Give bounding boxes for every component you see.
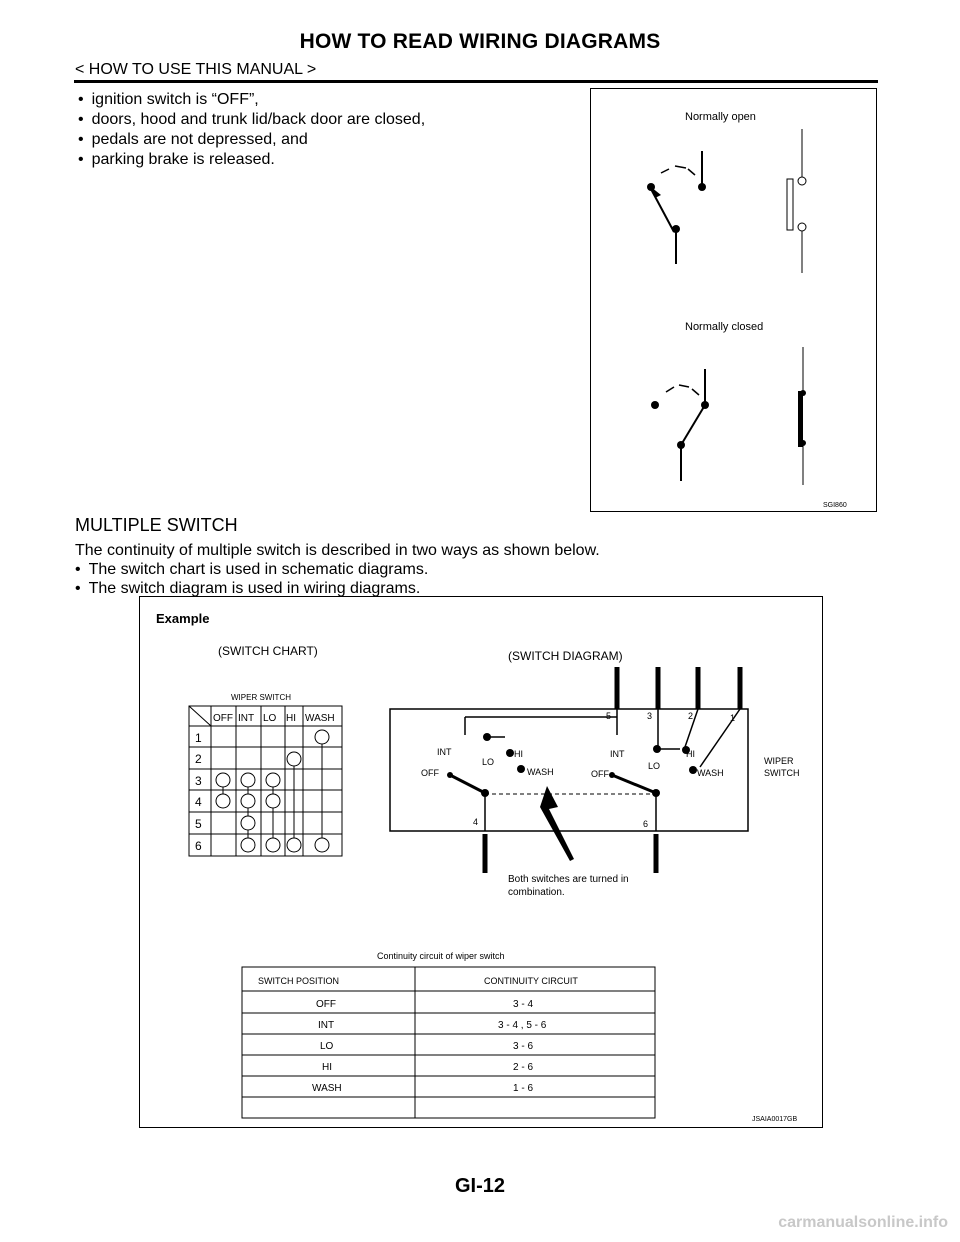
breadcrumb[interactable]: < HOW TO USE THIS MANUAL >	[75, 61, 317, 78]
terminal-6: 6	[643, 819, 649, 829]
list-item: • doors, hood and trunk lid/back door are closed,	[78, 110, 425, 130]
list-item: • The switch diagram is used in wiring diagrams.	[75, 579, 600, 598]
watermark: carmanualsonline.info	[778, 1214, 948, 1231]
table-row-circuit: 3 - 4	[513, 999, 534, 1010]
chart-col-int: INT	[238, 713, 255, 724]
chart-row-1: 1	[195, 731, 202, 745]
terminal-1: 1	[730, 713, 736, 723]
right-off-label: OFF	[591, 769, 609, 779]
figure-code: SGI860	[823, 502, 847, 509]
page-title: HOW TO READ WIRING DIAGRAMS	[299, 30, 661, 53]
chart-row-6: 6	[195, 839, 202, 853]
section-text-block	[75, 541, 600, 598]
left-int-label: INT	[437, 747, 452, 757]
right-hi-label: HI	[686, 749, 695, 759]
multiple-switch-svg	[140, 597, 822, 1127]
table-row-circuit: 3 - 6	[513, 1041, 534, 1052]
left-hi-label: HI	[514, 749, 523, 759]
right-int-label: INT	[610, 749, 625, 759]
chart-col-lo: LO	[263, 713, 277, 724]
intro-bullet-list	[78, 90, 425, 170]
combination-note-line1: Both switches are turned in	[508, 874, 629, 885]
switch-chart-grid	[189, 706, 342, 856]
right-lo-label: LO	[648, 761, 661, 771]
table-row-position: WASH	[312, 1083, 342, 1094]
continuity-table	[242, 967, 655, 1118]
switch-state-figure	[590, 88, 877, 512]
terminal-3: 3	[647, 711, 653, 721]
table-row-circuit: 3 - 4 , 5 - 6	[498, 1020, 547, 1031]
table-header-circuit: CONTINUITY CIRCUIT	[484, 976, 578, 986]
chart-col-wash: WASH	[305, 713, 335, 724]
figure-code: JSAIA0017GB	[752, 1116, 798, 1123]
table-header-position: SWITCH POSITION	[258, 976, 339, 986]
section-text: The continuity of multiple switch is described in two ways as shown below.	[75, 542, 600, 559]
normally-closed-label: Normally closed	[685, 321, 764, 333]
table-row-circuit: 1 - 6	[513, 1083, 534, 1094]
switch-chart-title: (SWITCH CHART)	[218, 644, 318, 658]
switch-diagram-title: (SWITCH DIAGRAM)	[508, 649, 623, 663]
table-row-position: OFF	[316, 999, 336, 1010]
combination-note-line2: combination.	[508, 887, 565, 898]
chart-col-hi: HI	[286, 713, 296, 724]
table-row-circuit: 2 - 6	[513, 1062, 534, 1073]
left-lo-label: LO	[482, 757, 495, 767]
normally-open-label: Normally open	[685, 111, 756, 123]
wiper-label-line1: WIPER	[764, 756, 794, 766]
list-item: • pedals are not depressed, and	[78, 130, 425, 150]
table-row-position: INT	[318, 1020, 335, 1031]
list-item: • The switch chart is used in schematic diagrams.	[75, 560, 600, 579]
section-heading: MULTIPLE SWITCH	[75, 515, 238, 535]
example-label: Example	[156, 611, 210, 626]
terminal-5: 5	[606, 711, 612, 721]
chart-row-2: 2	[195, 752, 202, 766]
table-caption: Continuity circuit of wiper switch	[377, 951, 505, 961]
table-row-position: HI	[322, 1062, 332, 1073]
switch-state-svg	[591, 89, 876, 511]
wiper-switch-chart-label: WIPER SWITCH	[231, 693, 291, 702]
header-divider	[74, 80, 878, 83]
terminal-4: 4	[473, 817, 479, 827]
right-wash-label: WASH	[697, 768, 724, 778]
chart-row-5: 5	[195, 817, 202, 831]
chart-row-4: 4	[195, 795, 202, 809]
page-number: GI-12	[454, 1175, 506, 1197]
left-wash-label: WASH	[527, 767, 554, 777]
list-item: • ignition switch is “OFF”,	[78, 90, 425, 110]
multiple-switch-figure	[139, 596, 823, 1128]
wiper-label-line2: SWITCH	[764, 768, 800, 778]
table-row-position: LO	[320, 1041, 334, 1052]
chart-col-off: OFF	[213, 713, 233, 724]
left-off-label: OFF	[421, 768, 439, 778]
list-item: • parking brake is released.	[78, 150, 425, 170]
terminal-2: 2	[688, 711, 694, 721]
chart-row-3: 3	[195, 774, 202, 788]
